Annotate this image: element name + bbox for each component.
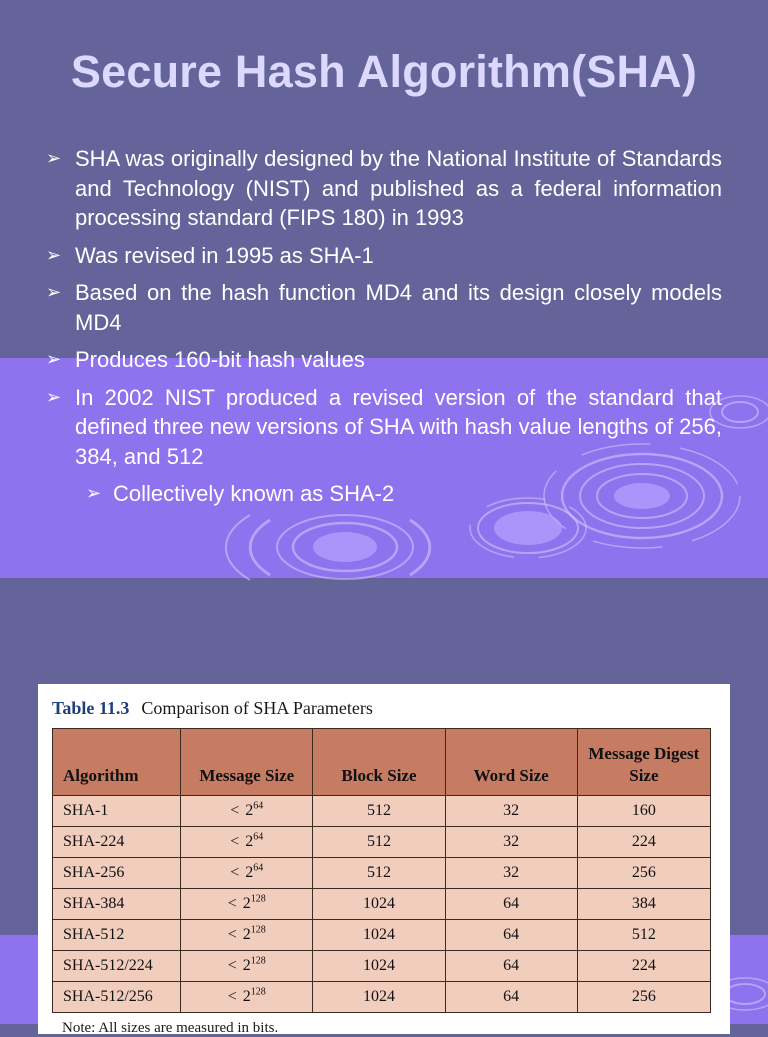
cell-algorithm: SHA-224 xyxy=(53,827,181,858)
cell-block-size: 512 xyxy=(313,827,445,858)
cell-word-size: 64 xyxy=(445,951,577,982)
bullet-text: SHA was originally designed by the National Institute of Standards and Technology (NIST) and published as a federal information processing standard (FIPS 180) in 1993 xyxy=(75,146,722,230)
less-than-symbol: < xyxy=(227,926,237,943)
cell-word-size: 32 xyxy=(445,827,577,858)
cell-message-size xyxy=(181,827,313,858)
sha-parameters-table xyxy=(52,728,711,1013)
cell-algorithm: SHA-512 xyxy=(53,920,181,951)
less-than-symbol: < xyxy=(230,864,240,881)
header-word-size: Word Size xyxy=(445,729,577,796)
cell-word-size: 64 xyxy=(445,920,577,951)
bullet-text: Was revised in 1995 as SHA-1 xyxy=(75,242,374,268)
cell-block-size: 1024 xyxy=(313,920,445,951)
less-than-symbol: < xyxy=(230,833,240,850)
exponent-value: 128 xyxy=(250,955,266,967)
header-message-digest-size: Message Digest Size xyxy=(577,729,710,796)
header-algorithm: Algorithm xyxy=(53,729,181,796)
bullet-text: In 2002 NIST produced a revised version of the standard that defined three new versions of SHA with hash value lengths of 256, 384, and 512 xyxy=(75,384,722,469)
bullet-text: Based on the hash function MD4 and its design closely models MD4 xyxy=(75,280,722,335)
header-block-size: Block Size xyxy=(313,729,445,796)
exponent-value: 128 xyxy=(250,924,266,936)
table-caption xyxy=(52,698,373,719)
cell-algorithm: SHA-512/224 xyxy=(53,951,181,982)
cell-digest-size: 384 xyxy=(577,889,710,920)
exponent-value: 128 xyxy=(250,986,266,998)
arrow-bullet-icon: ➢ xyxy=(46,386,62,407)
table-row xyxy=(53,951,711,982)
bullet-item xyxy=(46,345,722,375)
table-label: Table 11.3 xyxy=(52,698,130,718)
cell-algorithm: SHA-1 xyxy=(53,796,181,827)
exponent-base: 2 xyxy=(245,833,254,850)
table-header-row xyxy=(53,729,711,796)
table-row xyxy=(53,889,711,920)
table-row xyxy=(53,858,711,889)
cell-message-size xyxy=(181,889,313,920)
cell-digest-size: 160 xyxy=(577,796,710,827)
cell-block-size: 1024 xyxy=(313,951,445,982)
exponent-value: 64 xyxy=(253,831,264,843)
exponent-value: 64 xyxy=(253,862,264,874)
cell-algorithm: SHA-256 xyxy=(53,858,181,889)
arrow-bullet-icon: ➢ xyxy=(46,282,62,302)
exponent-base: 2 xyxy=(242,957,251,974)
bullet-item xyxy=(46,383,722,472)
cell-digest-size: 224 xyxy=(577,951,710,982)
table-body xyxy=(53,796,711,1013)
less-than-symbol: < xyxy=(227,988,237,1005)
exponent-base: 2 xyxy=(245,864,254,881)
bullet-item xyxy=(46,278,722,337)
cell-word-size: 32 xyxy=(445,858,577,889)
bullet-text: Produces 160-bit hash values xyxy=(75,347,365,372)
cell-word-size: 32 xyxy=(445,796,577,827)
exponent-base: 2 xyxy=(245,802,254,819)
table-row xyxy=(53,982,711,1013)
cell-algorithm: SHA-384 xyxy=(53,889,181,920)
table-caption-text: Comparison of SHA Parameters xyxy=(141,698,373,718)
cell-algorithm: SHA-512/256 xyxy=(53,982,181,1013)
less-than-symbol: < xyxy=(227,957,237,974)
slide-title: Secure Hash Algorithm(SHA) xyxy=(70,46,698,97)
arrow-bullet-icon: ➢ xyxy=(86,483,102,503)
cell-word-size: 64 xyxy=(445,889,577,920)
exponent-value: 64 xyxy=(253,800,264,812)
bullet-item xyxy=(46,241,722,271)
cell-message-size xyxy=(181,951,313,982)
cell-message-size xyxy=(181,796,313,827)
table-row xyxy=(53,827,711,858)
cell-block-size: 512 xyxy=(313,858,445,889)
cell-digest-size: 512 xyxy=(577,920,710,951)
bullet-text: Collectively known as SHA-2 xyxy=(113,481,395,506)
cell-digest-size: 224 xyxy=(577,827,710,858)
cell-block-size: 512 xyxy=(313,796,445,827)
exponent-base: 2 xyxy=(242,926,251,943)
less-than-symbol: < xyxy=(230,802,240,819)
cell-message-size xyxy=(181,858,313,889)
table-row xyxy=(53,796,711,827)
arrow-bullet-icon: ➢ xyxy=(46,244,62,265)
arrow-bullet-icon: ➢ xyxy=(46,349,62,369)
cell-message-size xyxy=(181,920,313,951)
table-note: Note: All sizes are measured in bits. xyxy=(62,1020,279,1036)
bullet-item xyxy=(46,144,722,233)
sha-table-figure xyxy=(38,684,730,1034)
cell-word-size: 64 xyxy=(445,982,577,1013)
cell-block-size: 1024 xyxy=(313,889,445,920)
exponent-base: 2 xyxy=(242,895,251,912)
sub-bullet-item xyxy=(46,479,722,509)
table-row xyxy=(53,920,711,951)
cell-digest-size: 256 xyxy=(577,982,710,1013)
cell-block-size: 1024 xyxy=(313,982,445,1013)
bullet-list xyxy=(46,144,722,517)
less-than-symbol: < xyxy=(227,895,237,912)
cell-digest-size: 256 xyxy=(577,858,710,889)
header-message-size: Message Size xyxy=(181,729,313,796)
arrow-bullet-icon: ➢ xyxy=(46,148,62,168)
exponent-base: 2 xyxy=(242,988,251,1005)
cell-message-size xyxy=(181,982,313,1013)
exponent-value: 128 xyxy=(250,893,266,905)
